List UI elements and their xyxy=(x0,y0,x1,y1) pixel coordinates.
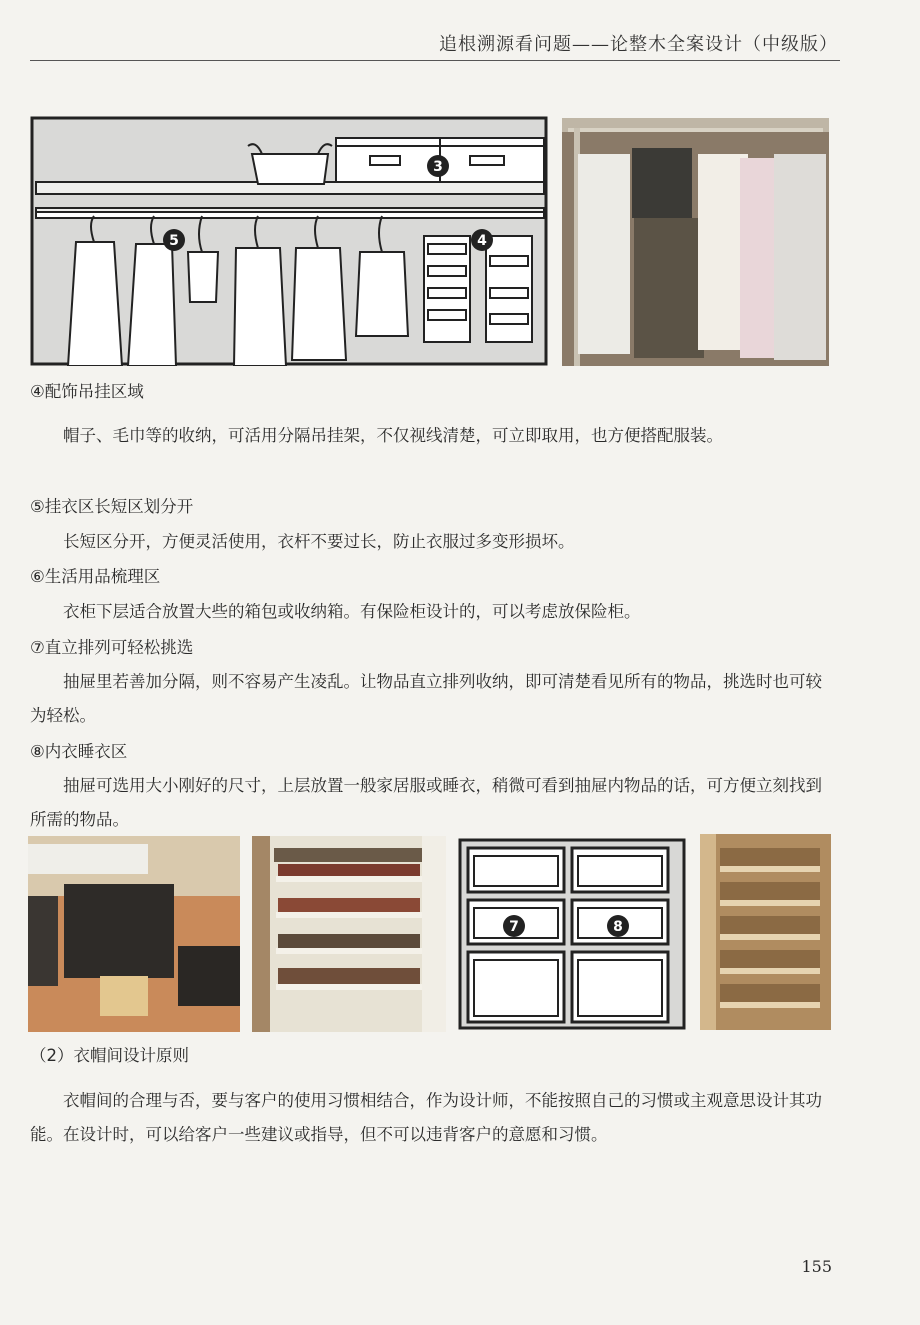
item-6-heading: ⑥生活用品梳理区 xyxy=(30,567,161,586)
item-5-heading: ⑤挂衣区长短区划分开 xyxy=(30,497,194,516)
section-body: 衣帽间的合理与否，要与客户的使用习惯相结合，作为设计师，不能按照自己的习惯或主观意思设计其功能。在设计时，可以给客户一些建议或指导，但不可以违背客户的意愿和习惯。 xyxy=(30,1091,822,1144)
hanging-clothes-photo xyxy=(562,118,829,366)
marker-8: 8 xyxy=(613,919,623,935)
marker-3: 3 xyxy=(433,159,443,175)
item-8-heading: ⑧内衣睡衣区 xyxy=(30,742,128,761)
section-heading: （2）衣帽间设计原则 xyxy=(30,1046,189,1065)
item-7-body: 抽屉里若善加分隔，则不容易产生凌乱。让物品直立排列收纳，即可清楚看见所有的物品，挑选时也可较为轻松。 xyxy=(30,672,822,725)
page-number: 155 xyxy=(801,1257,832,1276)
item-5-body: 长短区分开，方便灵活使用，衣杆不要过长，防止衣服过多变形损坏。 xyxy=(63,532,575,551)
drawer-rack-photo xyxy=(700,834,831,1030)
item-6-body: 衣柜下层适合放置大些的箱包或收纳箱。有保险柜设计的，可以考虑放保险柜。 xyxy=(63,602,641,621)
marker-4: 4 xyxy=(477,233,487,249)
item-7-heading: ⑦直立排列可轻松挑选 xyxy=(30,638,194,657)
drawer-illustration xyxy=(458,838,686,1030)
marker-7: 7 xyxy=(509,919,519,935)
storage-boxes-photo xyxy=(28,836,240,1032)
wardrobe-illustration xyxy=(30,116,548,366)
header-rule xyxy=(30,60,840,61)
marker-5: 5 xyxy=(169,233,179,249)
running-header: 追根溯源看问题——论整木全案设计（中级版） xyxy=(439,34,838,55)
item-4-body: 帽子、毛巾等的收纳，可活用分隔吊挂架，不仅视线清楚，可立即取用，也方便搭配服装。 xyxy=(63,426,723,445)
item-8-body: 抽屉可选用大小刚好的尺寸，上层放置一般家居服或睡衣，稍微可看到抽屉内物品的话，可方便立刻找到所需的物品。 xyxy=(30,776,822,829)
shoe-cabinet-photo xyxy=(252,836,446,1032)
item-4-heading: ④配饰吊挂区域 xyxy=(30,382,144,401)
